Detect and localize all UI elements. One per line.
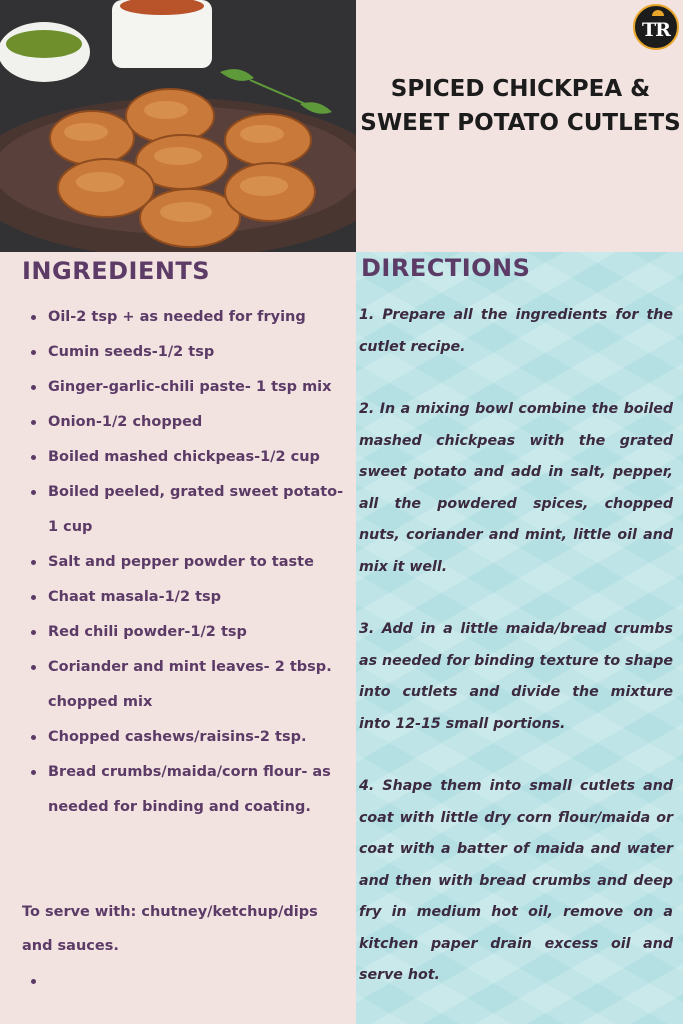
list-item: Ginger-garlic-chili paste- 1 tsp mix (22, 370, 352, 405)
site-logo[interactable] (633, 4, 679, 50)
ingredient-list (22, 300, 352, 825)
direction-step: 2. In a mixing bowl combine the boiled mashed chickpeas with the grated sweet potato and add in salt, pepper, all the powdered spices, chopped nuts, coriander and mint, little oil and mix it well. (359, 401, 673, 575)
direction-steps (359, 300, 673, 1023)
list-item: Salt and pepper powder to taste (22, 545, 352, 580)
list-item: Red chili powder-1/2 tsp (22, 615, 352, 650)
empty-bullet (31, 979, 36, 984)
logo-text: TR (642, 19, 670, 41)
list-item: Chaat masala-1/2 tsp (22, 580, 352, 615)
food-photo (0, 0, 356, 252)
recipe-title: SPICED CHICKPEA & SWEET POTATO CUTLETS (360, 76, 681, 136)
serve-with-note: To serve with: chutney/ketchup/dips and sauces. (22, 904, 318, 954)
list-item: Boiled peeled, grated sweet potato-1 cup (22, 475, 352, 545)
sun-icon (652, 10, 664, 16)
direction-step: 4. Shape them into small cutlets and coat with little dry corn flour/maida or coat with a batter of maida and water and then with bread crumbs and deep fry in medium hot oil, remove on a kitchen paper drain excess oil and serve hot. (359, 778, 673, 983)
ingredients-heading: INGREDIENTS (22, 257, 211, 285)
list-item: Boiled mashed chickpeas-1/2 cup (22, 440, 352, 475)
cutlets-illustration (0, 0, 356, 252)
list-item: Coriander and mint leaves- 2 tbsp. chopped mix (22, 650, 352, 720)
list-item: Bread crumbs/maida/corn flour- as needed for binding and coating. (22, 755, 352, 825)
list-item: Cumin seeds-1/2 tsp (22, 335, 352, 370)
direction-step: 1. Prepare all the ingredients for the cutlet recipe. (359, 307, 673, 355)
list-item: Onion-1/2 chopped (22, 405, 352, 440)
list-item: Chopped cashews/raisins-2 tsp. (22, 720, 352, 755)
directions-heading: DIRECTIONS (361, 254, 531, 282)
direction-step: 3. Add in a little maida/bread crumbs as needed for binding texture to shape into cutlets and divide the mixture into 12-15 small portions. (359, 621, 673, 732)
list-item: Oil-2 tsp + as needed for frying (22, 300, 352, 335)
